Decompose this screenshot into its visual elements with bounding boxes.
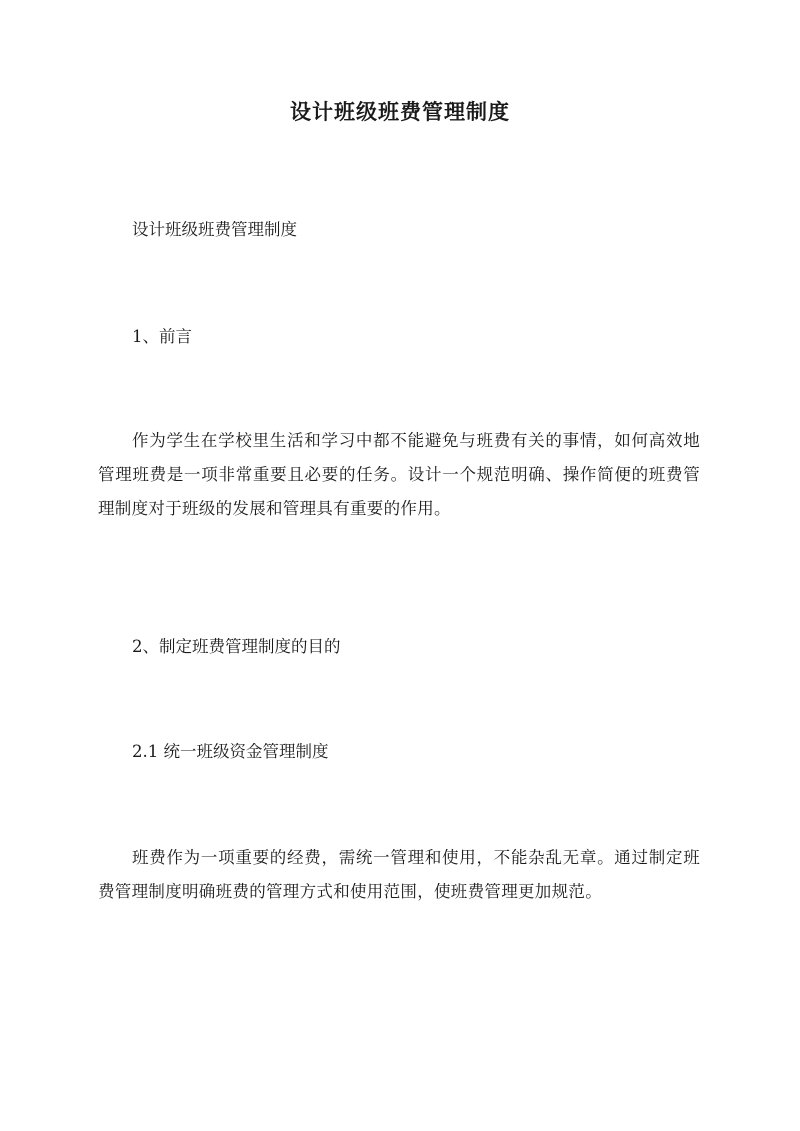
document-title: 设计班级班费管理制度	[290, 99, 510, 124]
section-1-heading: 1、前言	[132, 327, 192, 346]
section-1-paragraph: 作为学生在学校里生活和学习中都不能避免与班费有关的事情，如何高效地管理班费是一项非常重要且必要的任务。设计一个规范明确、操作简便的班费管理制度对于班级的发展和管理具有重要的作用。	[98, 431, 700, 518]
document-subtitle: 设计班级班费管理制度	[132, 220, 297, 239]
section-2-heading: 2、制定班费管理制度的目的	[132, 637, 341, 656]
section-2-1-paragraph: 班费作为一项重要的经费，需统一管理和使用，不能杂乱无章。通过制定班费管理制度明确班费的管理方式和使用范围，使班费管理更加规范。	[98, 848, 700, 901]
section-2-1-heading: 2.1 统一班级资金管理制度	[132, 742, 329, 761]
